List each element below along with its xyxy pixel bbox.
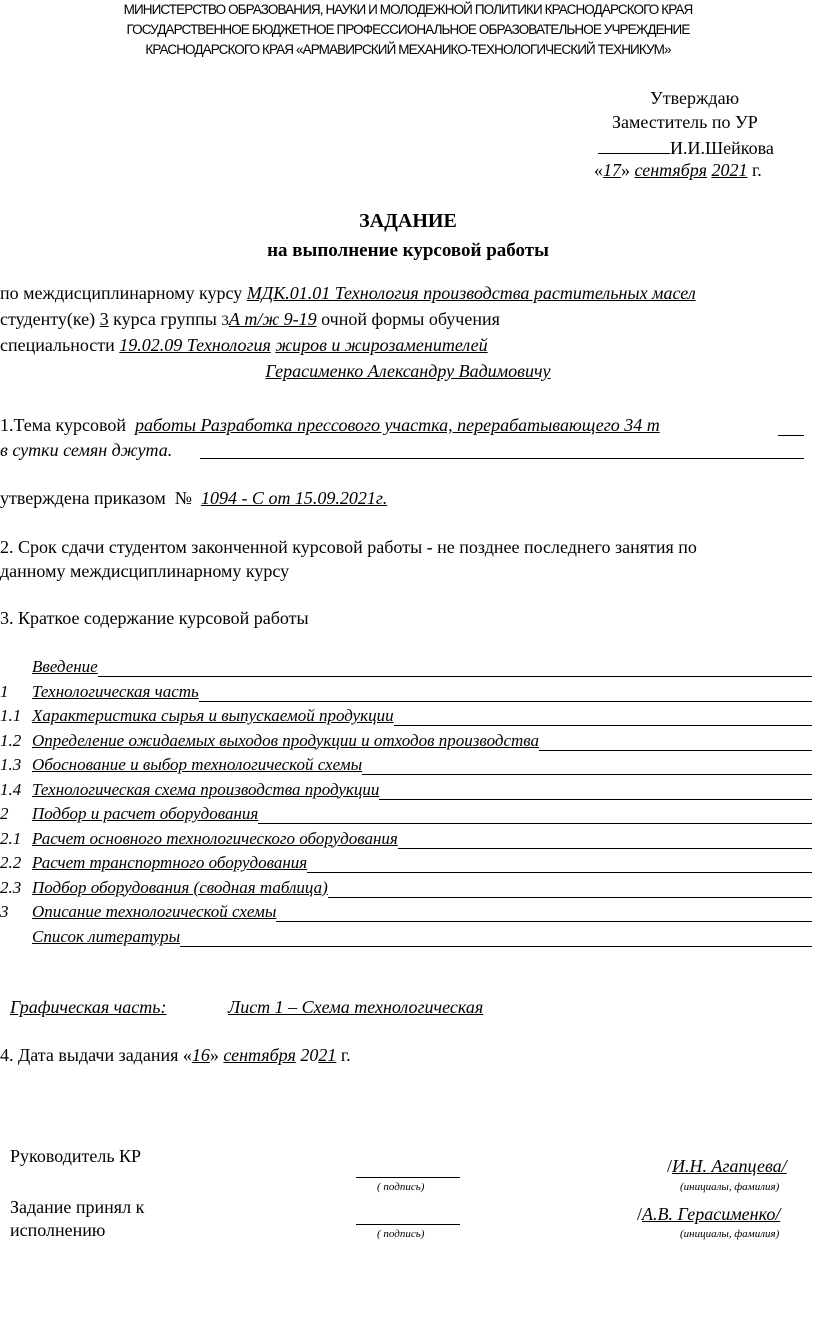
discipline-value: МДК.01.01 Технология производства растительных масел (246, 283, 696, 303)
toc-item-title: Подбор и расчет оборудования (32, 804, 259, 823)
specialty-code: 19.02.09 Технология (119, 335, 271, 355)
toc-item-number: 2.3 (0, 877, 22, 897)
toc-item-fill-line (328, 897, 812, 898)
toc-item-number: 1.1 (0, 706, 22, 725)
ministry-header-line: МИНИСТЕРСТВО ОБРАЗОВАНИЯ, НАУКИ И МОЛОДЕЖНОЙ ПОЛИТИКИ КРАСНОДАРСКОГО КРАЯ (123, 2, 693, 17)
group-value: А т/ж 9-19 (228, 309, 317, 329)
toc-item-number: 1 (0, 681, 9, 701)
toc-item-fill-line (307, 872, 812, 873)
toc-item (0, 706, 816, 728)
accepted-label-2: исполнению (10, 1220, 106, 1240)
student-name-signature-line: /А.В. Герасименко/ (637, 1204, 781, 1224)
supervisor-signature-caption: ( подпись) (377, 1181, 425, 1193)
toc-item (0, 902, 816, 924)
topic-value: работы Разработка прессового участка, перерабатывающего 34 т (135, 415, 660, 435)
student-name-line (0, 361, 816, 382)
document-subtitle: на выполнение курсовой работы (267, 240, 549, 261)
toc-item-title: Описание технологической схемы (32, 902, 277, 921)
toc-item (0, 804, 816, 826)
toc-item (0, 927, 816, 949)
supervisor-name: И.Н. Агапцева/ (672, 1156, 787, 1176)
supervisor-signature-line (356, 1177, 460, 1178)
toc-item-title: Расчет транспортного оборудования (32, 853, 308, 872)
toc-item (0, 829, 816, 851)
supervisor-name-line: /И.Н. Агапцева/ (667, 1156, 787, 1176)
issue-day: 16 (191, 1045, 210, 1065)
topic-line-2: в сутки семян джута. (0, 440, 173, 460)
approver-position: Заместитель по УР (612, 112, 758, 132)
toc-item (0, 755, 816, 777)
toc-item-title: Характеристика сырья и выпускаемой продукции (32, 706, 394, 725)
toc-item-fill-line (98, 676, 812, 677)
toc-item-title: Список литературы (32, 926, 181, 946)
toc-item-fill-line (199, 701, 812, 702)
approval-month: сентября (634, 160, 707, 180)
specialty-name: жиров и жирозаменителей (275, 335, 488, 355)
institution-header-line: ГОСУДАРСТВЕННОЕ БЮДЖЕТНОЕ ПРОФЕССИОНАЛЬНОЕ ОБРАЗОВАТЕЛЬНОЕ УЧРЕЖДЕНИЕ (126, 22, 690, 37)
graphics-label: Графическая часть: (10, 997, 167, 1017)
toc-item-number: 3 (0, 902, 9, 921)
specialty-line: специальности 19.02.09 Технология жиров и жирозаменителей (0, 335, 488, 355)
toc-item-fill-line (276, 921, 812, 922)
student-name: Герасименко Александру Вадимовичу (265, 361, 551, 381)
toc-item (0, 780, 816, 802)
issue-date-line: 4. Дата выдачи задания «16» сентября 2021 г. (0, 1045, 351, 1065)
toc-item-title: Подбор оборудования (сводная таблица) (32, 877, 328, 897)
toc-item-title: Введение (32, 657, 98, 676)
college-header-line: КРАСНОДАРСКОГО КРАЯ «АРМАВИРСКИЙ МЕХАНИКО-ТЕХНОЛОГИЧЕСКИЙ ТЕХНИКУМ» (145, 42, 671, 57)
toc-item-title: Технологическая схема производства продукции (32, 779, 380, 799)
supervisor-label: Руководитель КР (10, 1146, 142, 1166)
approver-signature-line (598, 136, 774, 159)
student-signature-caption: ( подпись) (377, 1228, 425, 1240)
topic-fill-line-1 (778, 435, 804, 436)
toc-item-number: 2.2 (0, 853, 22, 872)
toc-item (0, 657, 816, 679)
course-number: 3 (99, 309, 109, 329)
toc-item-fill-line (258, 823, 812, 824)
toc-item-fill-line (398, 848, 812, 849)
approval-day: 17 (603, 160, 621, 180)
student-group-line: студенту(ке) 3 курса группы 3А т/ж 9-19 очной формы обучения (0, 309, 500, 329)
toc-item-number: 2.1 (0, 828, 22, 848)
toc-item (0, 731, 816, 753)
toc-item-fill-line (394, 725, 812, 726)
approver-name: И.И.Шейкова (670, 138, 774, 158)
order-line: утверждена приказом № 1094 - С от 15.09.2021г. (0, 488, 388, 508)
toc-item-number: 1.3 (0, 755, 22, 774)
supervisor-name-caption: (инициалы, фамилия) (680, 1181, 780, 1193)
approve-label: Утверждаю (650, 88, 740, 108)
toc-item-title: Расчет основного технологического оборудования (32, 828, 398, 848)
topic-fill-line-2 (200, 458, 804, 459)
toc-item-title: Определение ожидаемых выходов продукции и отходов производства (32, 730, 540, 750)
toc-item (0, 682, 816, 704)
toc-item-fill-line (362, 774, 812, 775)
toc-item (0, 853, 816, 875)
toc-item-number: 1.2 (0, 730, 22, 750)
deadline-line-2: данному междисциплинарному курсу (0, 561, 290, 581)
toc-item-fill-line (379, 799, 812, 800)
approval-year: 2021 (711, 160, 748, 180)
accepting-student-name: А.В. Герасименко/ (642, 1204, 781, 1224)
topic-line-1: 1.Тема курсовой работы Разработка прессового участка, перерабатывающего 34 т (0, 415, 660, 435)
toc-item-title: Технологическая часть (32, 681, 199, 701)
toc-item (0, 878, 816, 900)
deadline-line-1: 2. Срок сдачи студентом законченной курсовой работы - не позднее последнего занятия по (0, 537, 697, 557)
graphics-value: Лист 1 – Схема технологическая (228, 997, 484, 1017)
toc-item-number: 2 (0, 804, 9, 823)
accepted-label-1: Задание принял к (10, 1197, 145, 1217)
toc-item-fill-line (539, 750, 812, 751)
toc-item-fill-line (180, 946, 812, 947)
discipline-line: по междисциплинарному курсу МДК.01.01 Технология производства растительных масел (0, 283, 696, 303)
content-heading: 3. Краткое содержание курсовой работы (0, 608, 309, 628)
document-title: ЗАДАНИЕ (359, 210, 457, 232)
order-value: 1094 - С от 15.09.2021г. (200, 488, 388, 508)
student-signature-line (356, 1224, 460, 1225)
approval-date: «17» сентября 2021 г. (594, 160, 762, 180)
toc-item-number: 1.4 (0, 779, 22, 799)
issue-month: сентября (223, 1045, 296, 1065)
toc-item-title: Обоснование и выбор технологической схемы (32, 755, 363, 774)
student-name-caption: (инициалы, фамилия) (680, 1228, 780, 1240)
